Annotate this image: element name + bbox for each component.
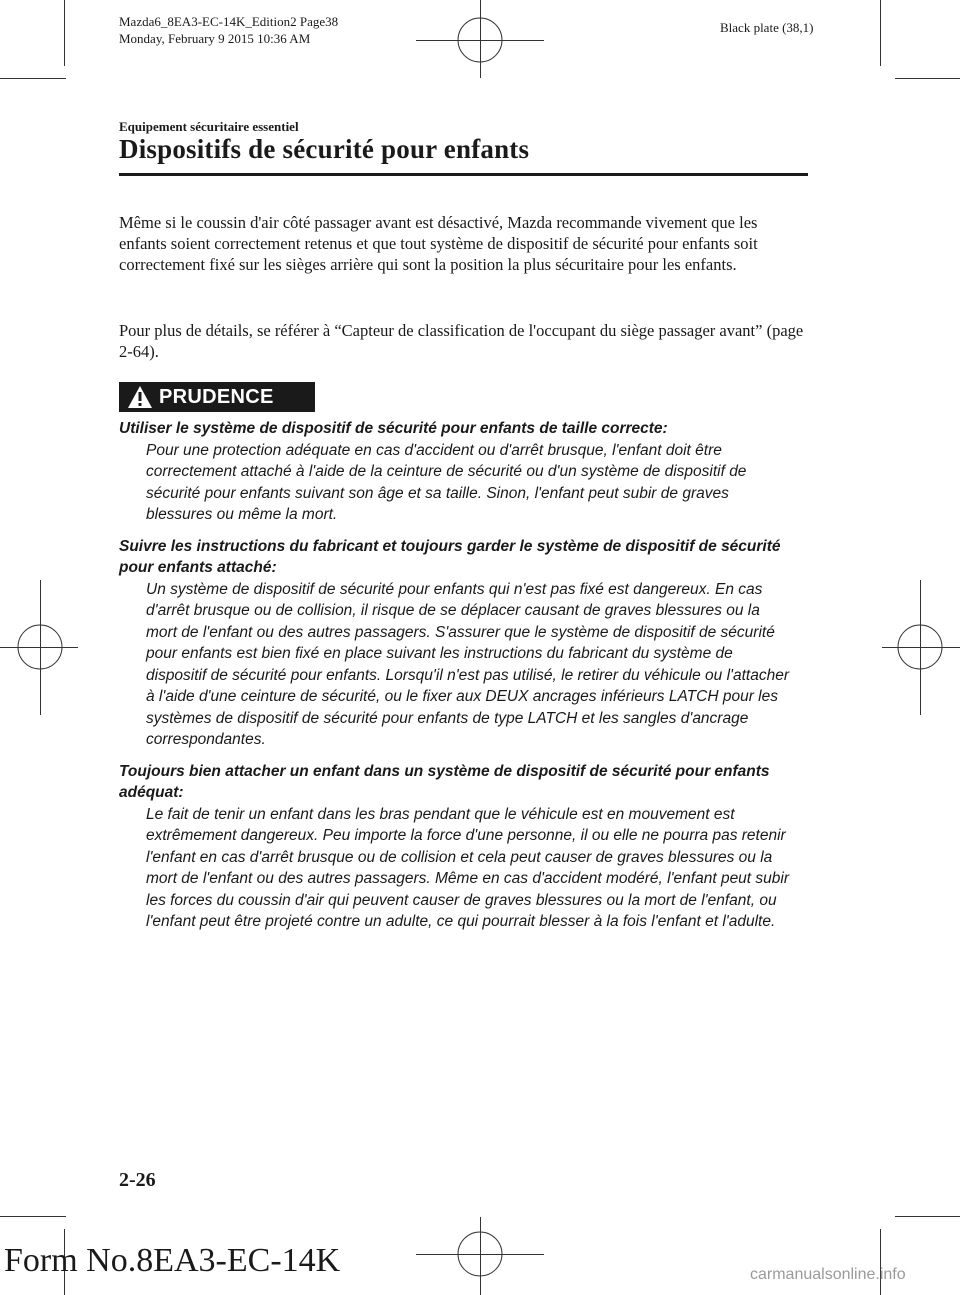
section-label: Equipement sécuritaire essentiel [119, 119, 299, 134]
registration-mark-icon [453, 13, 507, 67]
caution-item [119, 761, 789, 933]
body-paragraph-2: Pour plus de détails, se référer à “Capteur de classification de l'occupant du siège passager avant” (page 2-64). [119, 321, 804, 361]
body-paragraph-1: Même si le coussin d'air côté passager avant est désactivé, Mazda recommande vivement que les enfants soient correctement retenus et que tout système de dispositif de sécurité pour enfants soit correctement fixé sur les sièges arrière qui sont la position la plus sécuritaire pour les enfants. [119, 213, 758, 274]
crop-mark [895, 78, 960, 79]
page-title: Dispositifs de sécurité pour enfants [119, 134, 530, 164]
print-header-line1: Mazda6_8EA3-EC-14K_Edition2 Page38 [119, 14, 339, 29]
caution-label: PRUDENCE [159, 385, 274, 408]
caution-item-title: Suivre les instructions du fabricant et toujours garder le système de dispositif de sécurité pour enfants attaché: [119, 537, 781, 576]
form-number: Form No.8EA3-EC-14K [4, 1242, 341, 1279]
caution-item [119, 536, 789, 751]
caution-list [119, 418, 789, 943]
registration-mark-icon [453, 1227, 507, 1281]
crop-mark [64, 0, 65, 66]
crop-mark [895, 1216, 960, 1217]
title-rule [119, 173, 808, 176]
registration-mark-icon [893, 620, 947, 674]
caution-item [119, 418, 789, 526]
print-header-meta [119, 13, 338, 47]
warning-triangle-icon [127, 385, 153, 409]
print-header-line2: Monday, February 9 2015 10:36 AM [119, 31, 311, 46]
watermark-link[interactable]: carmanualsonline.info [750, 1266, 906, 1283]
caution-item-title: Utiliser le système de dispositif de sécurité pour enfants de taille correcte: [119, 420, 668, 437]
registration-mark-icon [13, 620, 67, 674]
caution-item-body: Un système de dispositif de sécurité pour enfants qui n'est pas fixé est dangereux. En cas d'arrêt brusque ou de collision, il risque de se déplacer causant de graves blessures ou la mort de l'enfant ou des autres passagers. S'assurer que le système de dispositif de sécurité pour enfants est bien fixé en place suivant les instructions du fabricant du système de dispositif de sécurité pour enfants. Lorsqu'il n'est pas utilisé, le retirer du véhicule ou l'attacher à l'aide d'une ceinture de sécurité, ou le fixer aux DEUX ancrages inférieurs LATCH pour les systèmes de dispositif de sécurité pour enfants de type LATCH et les sangles d'ancrage correspondantes. [146, 580, 790, 748]
plate-label: Black plate (38,1) [720, 20, 814, 35]
crop-mark [880, 0, 881, 66]
caution-item-body: Le fait de tenir un enfant dans les bras pendant que le véhicule est en mouvement est extrêmement dangereux. Peu importe la force d'une personne, il ou elle ne pourra pas retenir l'enfant en cas d'arrêt brusque ou de collision et cela peut causer de graves blessures ou la mort de l'enfant ou des autres passagers. Même en cas d'accident modéré, l'enfant peut subir les forces du coussin d'air qui peuvent causer de graves blessures ou la mort de l'enfant, ou l'enfant peut être projeté contre un adulte, ce qui pourrait blesser à la fois l'enfant et l'adulte. [146, 805, 790, 930]
crop-mark [880, 1229, 881, 1295]
crop-mark [0, 1216, 66, 1217]
crop-mark [0, 78, 66, 79]
caution-item-body: Pour une protection adéquate en cas d'accident ou d'arrêt brusque, l'enfant doit être correctement attaché à l'aide de la ceinture de sécurité ou d'un système de dispositif de sécurité pour enfants suivant son âge et sa taille. Sinon, l'enfant peut subir de graves blessures ou même la mort. [146, 441, 747, 523]
page-number: 2-26 [119, 1169, 156, 1191]
caution-banner [119, 382, 315, 412]
caution-item-title: Toujours bien attacher un enfant dans un système de dispositif de sécurité pour enfants adéquat: [119, 762, 770, 801]
